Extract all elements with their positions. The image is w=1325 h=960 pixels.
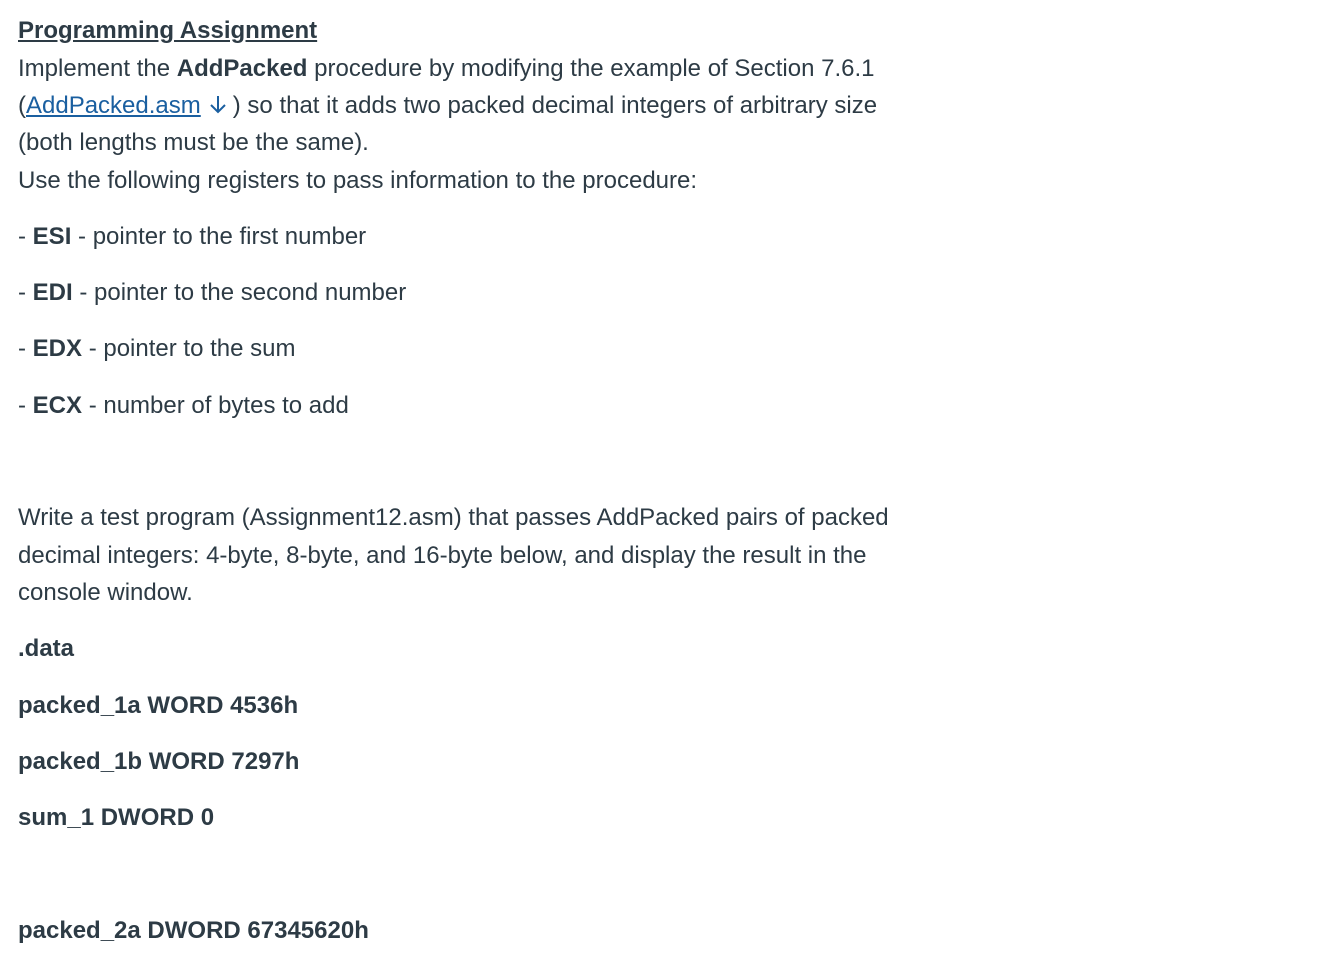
- register-name: ESI: [32, 223, 72, 250]
- register-desc: - pointer to the sum: [82, 335, 296, 362]
- addpacked-file-link[interactable]: AddPacked.asm: [26, 92, 201, 119]
- register-item-edi: [18, 278, 406, 308]
- register-item-ecx: [18, 391, 349, 421]
- register-dash: -: [18, 335, 33, 362]
- code-line: packed_1b WORD 7297h: [18, 748, 300, 775]
- intro-line-2: [18, 91, 877, 121]
- intro-text: (: [18, 92, 26, 119]
- register-dash: -: [18, 279, 33, 306]
- download-icon[interactable]: [207, 93, 229, 117]
- intro-line-1: [18, 54, 874, 84]
- test-program-line-1: Write a test program (Assignment12.asm) that passes AddPacked pairs of packed: [18, 504, 889, 531]
- intro-text: procedure by modifying the example of Section 7.6.1: [307, 55, 875, 82]
- register-item-edx: [18, 334, 295, 364]
- code-line: packed_2a DWORD 67345620h: [18, 917, 369, 944]
- test-program-line-2: decimal integers: 4-byte, 8-byte, and 16-byte below, and display the result in the: [18, 542, 867, 569]
- procedure-name: AddPacked: [176, 55, 308, 82]
- data-section-label: .data: [18, 635, 75, 662]
- page-title: Programming Assignment: [18, 17, 318, 44]
- intro-line-4: Use the following registers to pass information to the procedure:: [18, 167, 698, 194]
- register-dash: -: [18, 392, 33, 419]
- register-name: ECX: [32, 392, 83, 419]
- register-name: EDX: [32, 335, 83, 362]
- register-desc: - pointer to the first number: [71, 223, 367, 250]
- code-line: sum_1 DWORD 0: [18, 804, 215, 831]
- register-desc: - pointer to the second number: [72, 279, 407, 306]
- test-program-line-3: console window.: [18, 579, 193, 606]
- intro-line-3: (both lengths must be the same).: [18, 129, 369, 156]
- register-dash: -: [18, 223, 33, 250]
- register-name: EDI: [32, 279, 73, 306]
- intro-text: ) so that it adds two packed decimal integers of arbitrary size: [232, 92, 878, 119]
- code-line: packed_1a WORD 4536h: [18, 692, 299, 719]
- register-desc: - number of bytes to add: [82, 392, 349, 419]
- intro-text: Implement the: [18, 55, 177, 82]
- register-item-esi: [18, 222, 366, 252]
